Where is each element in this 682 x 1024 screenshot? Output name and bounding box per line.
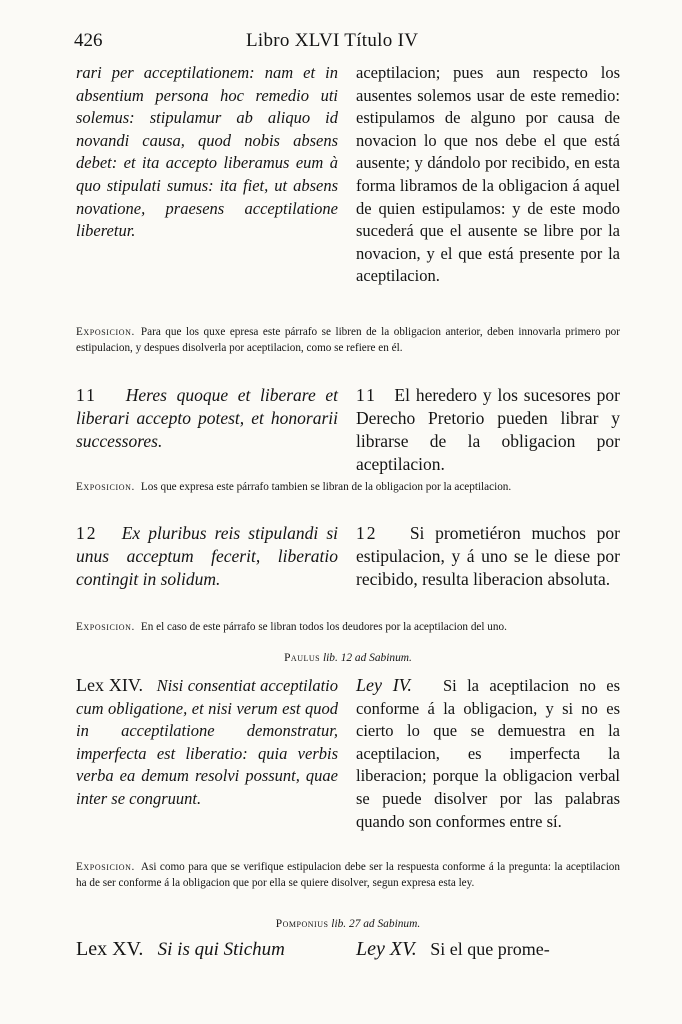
spanish-text-ley-4: Si la aceptilacion no es conforme á la obligacion, y si no es cierto lo que se demuestra en la aceptilacion, es imperfecta la liberacion; porque la obligacion verbal se puede disolver por las palabras quando son conformes entre sí. bbox=[356, 676, 620, 831]
page-number: 426 bbox=[74, 30, 103, 51]
exposition-text-4: Asi como para que se verifique estipulacion debe ser la respuesta conforme á la pregunta: la aceptilacion ha de ser conforme á la obligacion que por ella se quiere disolver, segun expresa esta ley. bbox=[76, 861, 620, 889]
source-reference: lib. 12 ad Sabinum. bbox=[322, 652, 412, 664]
spanish-ley-15 bbox=[356, 938, 620, 961]
latin-paragraph-12 bbox=[76, 522, 338, 591]
latin-lex-15 bbox=[76, 938, 338, 961]
lex-label-15: Lex XV. bbox=[76, 938, 144, 960]
spanish-paragraph-12 bbox=[356, 522, 620, 591]
spanish-text-12: Si prometiéron muchos por estipulacion, y á uno se le diese por recibido, resulta liberacion absoluta. bbox=[356, 523, 621, 589]
latin-paragraph-11 bbox=[76, 384, 338, 453]
paragraph-number-11-spanish: 11 bbox=[356, 385, 377, 405]
latin-text-lex-15: Si is qui Stichum bbox=[157, 939, 285, 960]
source-author: Paulus bbox=[284, 652, 321, 664]
exposition-text-3: En el caso de este párrafo se libran todos los deudores por la aceptilacion del uno. bbox=[140, 621, 507, 633]
exposition-label: Exposicion. bbox=[76, 326, 135, 338]
paragraph-number-12-latin: 12 bbox=[76, 523, 98, 543]
exposition-label: Exposicion. bbox=[76, 481, 135, 493]
latin-paragraph-1 bbox=[76, 62, 338, 294]
latin-text-1: rari per acceptilationem: nam et in absentium persona hoc remedio uti solemus: stipulamur ab aliquo id novandi causa, quod nobis absens debet: et ita accepto liberamus eum à quo stipulati sumus: ita fiet, ut absens novatione, praesens acceptilatione liberetur. bbox=[76, 63, 338, 241]
ley-label-4: Ley IV. bbox=[356, 675, 412, 695]
ley-label-15: Ley XV. bbox=[356, 938, 417, 960]
latin-text-12: Ex pluribus reis stipulandi si unus acceptum fecerit, liberatio contingit in solidum. bbox=[76, 523, 339, 589]
exposition-label: Exposicion. bbox=[76, 621, 135, 633]
exposition-4 bbox=[76, 860, 620, 891]
source-citation-pomponius bbox=[76, 918, 620, 930]
spanish-text-11: El heredero y los sucesores por Derecho Pretorio pueden librar y librarse de la obligacion por aceptilacion. bbox=[356, 385, 620, 474]
paragraph-number-12-spanish: 12 bbox=[356, 523, 378, 543]
latin-text-11: Heres quoque et liberare et liberari accepto potest, et honorarii successores. bbox=[76, 385, 338, 451]
spanish-paragraph-1 bbox=[356, 62, 620, 312]
lex-label-14: Lex XIV. bbox=[76, 675, 144, 695]
exposition-2 bbox=[76, 480, 620, 496]
latin-text-lex-14: Nisi consentiat acceptilatio cum obligatione, et nisi verum est quod in acceptilatione demonstratur, imperfecta est liberatio: quia verbis verba ea demum resolvi possunt, quae inter se congruunt. bbox=[76, 676, 339, 808]
running-head: Libro XLVI Título IV bbox=[246, 30, 419, 51]
source-citation-paulus bbox=[76, 652, 620, 664]
spanish-ley-4 bbox=[356, 674, 620, 833]
source-author: Pomponius bbox=[275, 918, 329, 930]
exposition-text-2: Los que expresa este párrafo tambien se libran de la obligacion por la aceptilacion. bbox=[140, 481, 512, 493]
spanish-paragraph-11 bbox=[356, 384, 620, 476]
latin-lex-14 bbox=[76, 674, 338, 811]
exposition-label: Exposicion. bbox=[76, 861, 135, 873]
exposition-text-1: Para que los quxe epresa este párrafo se libren de la obligacion anterior, deben innovarla primero por estipulacion, y despues disolverla por aceptilacion, como se refiere en él. bbox=[76, 326, 620, 354]
source-reference: lib. 27 ad Sabinum. bbox=[331, 918, 421, 930]
spanish-text-1: aceptilacion; pues aun respecto los ausentes solemos usar de este remedio: estipulamos de alguno por causa de novacion lo que nos debe el que está ausente; y dándolo por recibido, en esta forma libramos de la obligacion á aquel de quien estipulamos: y de este modo sucederá que el ausente se libre por la novacion, y el que está presente por la aceptilacion. bbox=[356, 63, 620, 286]
exposition-1 bbox=[76, 325, 620, 356]
spanish-text-ley-15: Si el que prome- bbox=[430, 939, 550, 959]
exposition-3 bbox=[76, 620, 620, 636]
paragraph-number-11-latin: 11 bbox=[76, 385, 97, 405]
page-header bbox=[0, 26, 682, 56]
